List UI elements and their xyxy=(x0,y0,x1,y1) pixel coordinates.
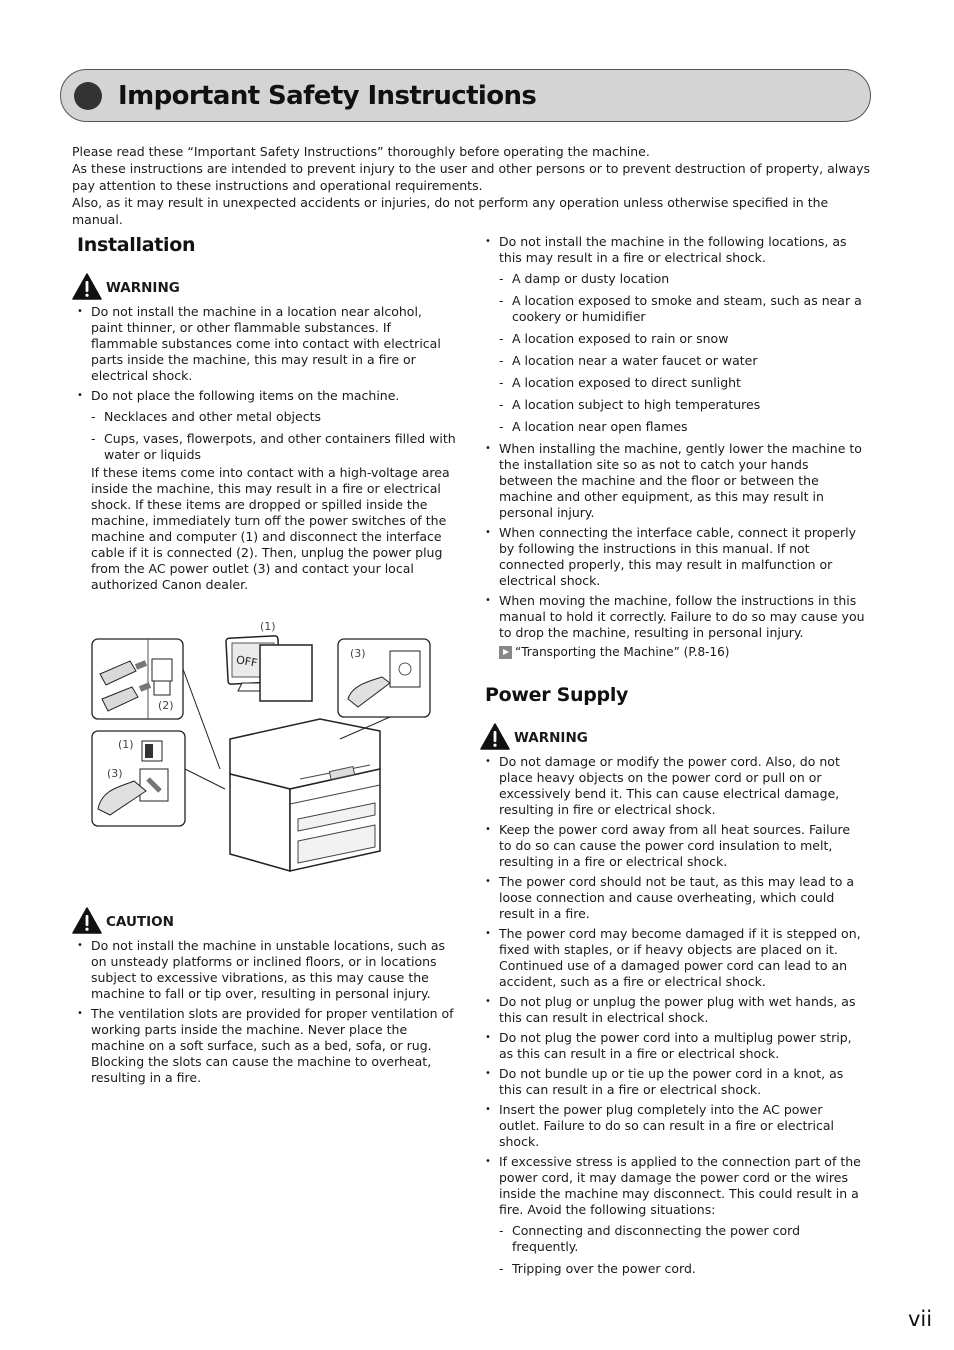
machine-diagram-image xyxy=(90,619,450,884)
sub-list-item: - A location subject to high temperatures xyxy=(499,397,865,413)
caution-triangle-icon xyxy=(72,907,102,934)
intro-text xyxy=(72,143,872,228)
list-item xyxy=(480,234,865,435)
figure-label: (1) xyxy=(118,738,134,751)
left-column xyxy=(72,232,457,1090)
sub-list-item: - Connecting and disconnecting the power cord frequently. xyxy=(499,1223,865,1255)
list-item: • The power cord may become damaged if it is stepped on, fixed with staples, or if heavy objects are placed on it. Continued use of a damaged power cord can lead to an accident, such as a fire or electrical shock. xyxy=(480,926,865,990)
figure-label: (1) xyxy=(260,620,276,633)
sub-list-item: - A location near open flames xyxy=(499,419,865,435)
installation-location-list xyxy=(480,234,865,660)
list-item xyxy=(72,388,457,593)
power-supply-heading: Power Supply xyxy=(480,682,636,708)
sub-list-item: - Necklaces and other metal objects xyxy=(91,409,457,425)
list-item: • Do not plug or unplug the power plug with wet hands, as this can result in electrical shock. xyxy=(480,994,865,1026)
intro-paragraph: Also, as it may result in unexpected accidents or injuries, do not perform any operation unless otherwise specified in the manual. xyxy=(72,195,829,227)
list-item-text: If excessive stress is applied to the connection part of the power cord, it may damage the power cord or the wires inside the machine may disconnect. This could result in a fire. Avoid the following situations: xyxy=(499,1154,861,1217)
sub-list-item: - Cups, vases, flowerpots, and other containers filled with water or liquids xyxy=(91,431,457,463)
bullet-dot-icon xyxy=(74,82,102,110)
list-item: • Do not install the machine in unstable locations, such as on unsteady platforms or inclined floors, or in locations subject to excessive vibrations, as this may cause the machine to fall or tip over, resulting in personal injury. xyxy=(72,938,457,1002)
sub-list-item: - A location exposed to smoke and steam, such as near a cookery or humidifier xyxy=(499,293,865,325)
list-item: • Keep the power cord away from all heat sources. Failure to do so can cause the power cord insulation to melt, resulting in a fire or electrical shock. xyxy=(480,822,865,870)
figure-label: (3) xyxy=(350,647,366,660)
page-number: vii xyxy=(908,1307,933,1331)
right-column xyxy=(480,232,865,1283)
sub-list xyxy=(499,1223,865,1277)
list-item: • Do not install the machine in a location near alcohol, paint thinner, or other flammable substances. If flammable substances come into contact with electrical parts inside the machine, this may result in a fire or electrical shock. xyxy=(72,304,457,384)
intro-paragraph: Please read these “Important Safety Instructions” thoroughly before operating the machine. xyxy=(72,144,650,159)
reference-link-text: “Transporting the Machine” (P.8-16) xyxy=(515,645,730,659)
figure-label: (3) xyxy=(107,767,123,780)
sub-list-item: - A location exposed to rain or snow xyxy=(499,331,865,347)
caution-label: CAUTION xyxy=(106,913,174,930)
list-item: • When installing the machine, gently lower the machine to the installation site so as not to catch your hands between the machine and the floor or between the machine and other equipment, as this may result in personal injury. xyxy=(480,441,865,521)
figure-label: (2) xyxy=(158,699,174,712)
list-item: • Do not bundle up or tie up the power cord in a knot, as this can result in a fire or electrical shock. xyxy=(480,1066,865,1098)
list-item-text: Do not install the machine in the following locations, as this may result in a fire or electrical shock. xyxy=(499,234,847,265)
intro-paragraph: As these instructions are intended to prevent injury to the user and other persons or to prevent destruction of property, always pay attention to these instructions and operational requirements. xyxy=(72,161,871,193)
installation-heading: Installation xyxy=(72,232,203,258)
list-item: • The power cord should not be taut, as this may lead to a loose connection and cause overheating, which could result in a fire. xyxy=(480,874,865,922)
continuation-text: If these items come into contact with a high-voltage area inside the machine, this may result in a fire or electrical shock. If these items are dropped or spilled inside the machine, immediately turn off the power switches of the machine and computer (1) and disconnect the interface cable if it is connected (2). Then, unplug the power plug from the AC power outlet (3) and contact your local authorized Canon dealer. xyxy=(91,465,450,592)
warning-triangle-icon xyxy=(72,273,102,300)
warning-label: WARNING xyxy=(514,729,588,746)
sub-list-item: - A location near a water faucet or water xyxy=(499,353,865,369)
reference-link[interactable] xyxy=(499,644,865,660)
warning-header xyxy=(480,722,865,750)
unplug-illustration xyxy=(90,619,450,884)
installation-warning-list xyxy=(72,304,457,593)
sub-list-item: - Tripping over the power cord. xyxy=(499,1261,865,1277)
sub-list-item: - A location exposed to direct sunlight xyxy=(499,375,865,391)
title-bar xyxy=(60,69,871,122)
sub-list xyxy=(91,409,457,463)
list-item-text: Do not place the following items on the machine. xyxy=(91,388,400,403)
figure-label: OFF xyxy=(235,653,259,670)
list-item: • Do not plug the power cord into a multiplug power strip, as this can result in a fire or electrical shock. xyxy=(480,1030,865,1062)
list-item-text: When moving the machine, follow the instructions in this manual to hold it correctly. Failure to do so may cause you to drop the machine, resulting in personal injury. xyxy=(499,593,865,640)
installation-caution-list xyxy=(72,938,457,1086)
list-item xyxy=(480,1154,865,1277)
warning-label: WARNING xyxy=(106,279,180,296)
list-item xyxy=(480,593,865,660)
reference-arrow-icon xyxy=(499,646,512,659)
caution-header xyxy=(72,906,457,934)
warning-triangle-icon xyxy=(480,723,510,750)
sub-list-item: - A damp or dusty location xyxy=(499,271,865,287)
list-item: • When connecting the interface cable, connect it properly by following the instructions in this manual. If not connected properly, this may result in malfunction or electrical shock. xyxy=(480,525,865,589)
warning-header xyxy=(72,272,457,300)
power-supply-warning-list xyxy=(480,754,865,1277)
list-item: • Insert the power plug completely into the AC power outlet. Failure to do so can result in a fire or electrical shock. xyxy=(480,1102,865,1150)
list-item: • The ventilation slots are provided for proper ventilation of working parts inside the machine. Never place the machine on a soft surface, such as a bed, sofa, or rug. Blocking the slots can cause the machine to overheat, resulting in a fire. xyxy=(72,1006,457,1086)
list-item: • Do not damage or modify the power cord. Also, do not place heavy objects on the power cord or pull on or excessively bend it. This can cause electrical damage, resulting in fire or electrical shock. xyxy=(480,754,865,818)
sub-list xyxy=(499,271,865,435)
page-title: Important Safety Instructions xyxy=(118,81,537,111)
